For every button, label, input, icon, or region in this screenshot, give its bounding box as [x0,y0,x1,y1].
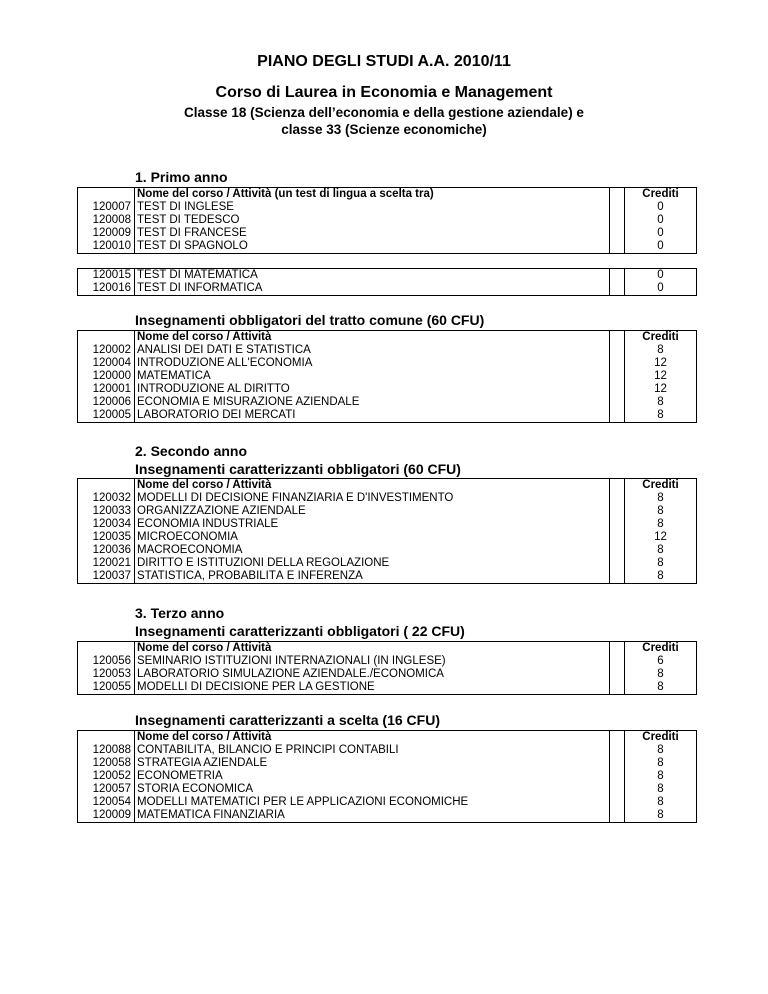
code-header-cell [78,331,135,345]
credits-value: 0 [625,282,697,296]
table-row [78,240,697,254]
course-code: 120088 [78,744,135,757]
section-terzo-anno-sub: Insegnamenti caratterizzanti obbligatori ( 22 CFU) [135,623,465,639]
spacer-cell [610,357,625,370]
table-row [78,796,697,809]
course-name: MATEMATICA FINANZIARIA [135,809,610,823]
credits-header: Crediti [625,731,697,745]
code-header-cell [78,642,135,656]
spacer-cell [610,531,625,544]
credits-value: 12 [625,357,697,370]
credits-value: 8 [625,518,697,531]
course-code: 120008 [78,214,135,227]
course-code: 120057 [78,783,135,796]
credits-value: 8 [625,757,697,770]
table-row [78,809,697,823]
table-row [78,531,697,544]
code-header-cell [78,188,135,202]
course-name: INTRODUZIONE ALL'ECONOMIA [137,357,313,369]
course-code: 120006 [78,396,135,409]
course-code: 120056 [78,655,135,668]
spacer-cell [610,227,625,240]
course-name: SEMINARIO ISTITUZIONI INTERNAZIONALI (IN INGLESE) [137,655,446,667]
course-name: ECONOMIA INDUSTRIALE [137,518,279,530]
course-code: 120036 [78,544,135,557]
course-code: 120052 [78,770,135,783]
table-row [78,668,697,681]
table-row [78,770,697,783]
spacer-cell [610,770,625,783]
spacer-cell [610,396,625,409]
spacer-cell [610,331,625,345]
section-primo-anno: 1. Primo anno [135,169,228,185]
course-code: 120015 [78,269,135,283]
course-code: 120055 [78,681,135,695]
section-tratto-comune: Insegnamenti obbligatori del tratto comune (60 CFU) [135,312,485,328]
credits-header: Crediti [625,188,697,202]
table-row [78,201,697,214]
table-secondo-anno [77,478,697,584]
course-name: TEST DI TEDESCO [137,214,240,226]
course-code: 120033 [78,505,135,518]
table-row [78,505,697,518]
credits-value: 0 [625,269,697,283]
course-name: DIRITTO E ISTITUZIONI DELLA REGOLAZIONE [137,557,390,569]
credits-value: 8 [625,668,697,681]
credits-value: 12 [625,531,697,544]
course-name-header: Nome del corso / Attività [135,331,610,345]
course-name: ANALISI DEI DATI E STATISTICA [137,344,311,356]
course-name: STRATEGIA AZIENDALE [137,757,268,769]
spacer-cell [610,757,625,770]
section-a-scelta: Insegnamenti caratterizzanti a scelta (16 CFU) [135,712,440,728]
section-secondo-anno-sub: Insegnamenti caratterizzanti obbligatori (60 CFU) [135,461,461,477]
table-row [78,396,697,409]
credits-value: 8 [625,409,697,423]
credits-value: 12 [625,383,697,396]
course-name: MATEMATICA [137,370,211,382]
credits-value: 8 [625,770,697,783]
credits-header: Crediti [625,479,697,493]
table-row [78,681,697,695]
table-header-row [78,479,697,493]
spacer-cell [610,544,625,557]
section-secondo-anno: 2. Secondo anno [135,443,248,459]
table-row [78,282,697,296]
table-row [78,783,697,796]
spacer-cell [610,201,625,214]
table-row [78,757,697,770]
credits-value: 0 [625,201,697,214]
class-line-1: Classe 18 (Scienza dell’economia e della gestione aziendale) e [184,105,584,120]
table-row [78,370,697,383]
credits-value: 8 [625,570,697,584]
course-name: MACROECONOMIA [137,544,243,556]
credits-value: 8 [625,344,697,357]
course-code: 120016 [78,282,135,296]
credits-value: 8 [625,492,697,505]
table-header-row [78,188,697,202]
table-row [78,655,697,668]
course-code: 120054 [78,796,135,809]
credits-value: 6 [625,655,697,668]
credits-value: 8 [625,809,697,823]
course-name: LABORATORIO DEI MERCATI [135,409,610,423]
document-title: PIANO DEGLI STUDI A.A. 2010/11 [257,53,511,70]
course-code: 120034 [78,518,135,531]
spacer-cell [610,479,625,493]
credits-header: Crediti [625,642,697,656]
credits-header: Crediti [625,331,697,345]
table-header-row [78,731,697,745]
course-code: 120001 [78,383,135,396]
course-name: TEST DI INGLESE [137,201,234,213]
course-name-header: Nome del corso / Attività (un test di lingua a scelta tra) [135,188,610,202]
spacer-cell [610,668,625,681]
credits-value: 0 [625,227,697,240]
table-row [78,518,697,531]
course-name: STATISTICA, PROBABILITÀ E INFERENZA [135,570,610,584]
course-name: TEST DI SPAGNOLO [135,240,610,254]
spacer-cell [610,518,625,531]
table-a-scelta [77,730,697,823]
course-name: STORIA ECONOMICA [137,783,254,795]
table-terzo-anno [77,641,697,695]
course-code: 120053 [78,668,135,681]
course-name: TEST DI MATEMATICA [135,269,610,283]
credits-value: 8 [625,783,697,796]
course-name: MODELLI DI DECISIONE FINANZIARIA E D'INVESTIMENTO [137,492,454,504]
course-name-header: Nome del corso / Attività [135,479,610,493]
spacer-cell [610,214,625,227]
spacer-cell [610,783,625,796]
spacer-cell [610,642,625,656]
spacer-cell [610,796,625,809]
spacer-cell [610,240,625,254]
spacer-cell [610,409,625,423]
credits-value: 12 [625,370,697,383]
credits-value: 8 [625,557,697,570]
course-name: MODELLI DI DECISIONE PER LA GESTIONE [135,681,610,695]
credits-value: 8 [625,796,697,809]
course-title: Corso di Laurea in Economia e Management [215,84,553,101]
course-name-header: Nome del corso / Attività [135,642,610,656]
credits-value: 8 [625,396,697,409]
course-name: LABORATORIO SIMULAZIONE AZIENDALE./ECONOMICA [137,668,444,680]
class-line-2: classe 33 (Scienze economiche) [281,122,487,137]
credits-value: 0 [625,240,697,254]
course-code: 120002 [78,344,135,357]
course-name-header: Nome del corso / Attività [135,731,610,745]
course-code: 120007 [78,201,135,214]
course-code: 120009 [78,227,135,240]
table-row [78,557,697,570]
table-row [78,269,697,283]
section-terzo-anno: 3. Terzo anno [135,605,225,621]
course-name: ORGANIZZAZIONE AZIENDALE [137,505,306,517]
spacer-cell [610,282,625,296]
spacer-cell [610,505,625,518]
course-code: 120037 [78,570,135,584]
credits-value: 8 [625,681,697,695]
course-code: 120058 [78,757,135,770]
table-row [78,744,697,757]
spacer-cell [610,344,625,357]
table-row [78,570,697,584]
course-code: 120005 [78,409,135,423]
table-header-row [78,642,697,656]
course-name: ECONOMIA E MISURAZIONE AZIENDALE [137,396,360,408]
table-row [78,344,697,357]
credits-value: 8 [625,505,697,518]
credits-value: 0 [625,214,697,227]
table-header-row [78,331,697,345]
credits-value: 8 [625,544,697,557]
table-row [78,227,697,240]
credits-value: 8 [625,744,697,757]
spacer-cell [610,570,625,584]
spacer-cell [610,681,625,695]
code-header-cell [78,731,135,745]
course-name: MICROECONOMIA [137,531,238,543]
course-name: TEST DI FRANCESE [137,227,247,239]
spacer-cell [610,269,625,283]
course-code: 120032 [78,492,135,505]
spacer-cell [610,557,625,570]
spacer-cell [610,383,625,396]
spacer-cell [610,492,625,505]
spacer-cell [610,744,625,757]
course-code: 120021 [78,557,135,570]
table-primo-anno-test [77,268,697,296]
spacer-cell [610,655,625,668]
course-name: INTRODUZIONE AL DIRITTO [137,383,290,395]
code-header-cell [78,479,135,493]
spacer-cell [610,188,625,202]
course-name: ECONOMETRIA [137,770,223,782]
table-row [78,357,697,370]
course-name: TEST DI INFORMATICA [135,282,610,296]
course-code: 120035 [78,531,135,544]
course-code: 120004 [78,357,135,370]
spacer-cell [610,370,625,383]
table-row [78,544,697,557]
table-row [78,409,697,423]
spacer-cell [610,809,625,823]
course-name: MODELLI MATEMATICI PER LE APPLICAZIONI ECONOMICHE [137,796,469,808]
course-code: 120000 [78,370,135,383]
course-name: CONTABILITÀ, BILANCIO E PRINCIPI CONTABILI [137,744,399,756]
course-code: 120009 [78,809,135,823]
table-primo-anno-lingua [77,187,697,254]
table-row [78,492,697,505]
table-row [78,383,697,396]
table-row [78,214,697,227]
course-code: 120010 [78,240,135,254]
spacer-cell [610,731,625,745]
table-tratto-comune [77,330,697,423]
